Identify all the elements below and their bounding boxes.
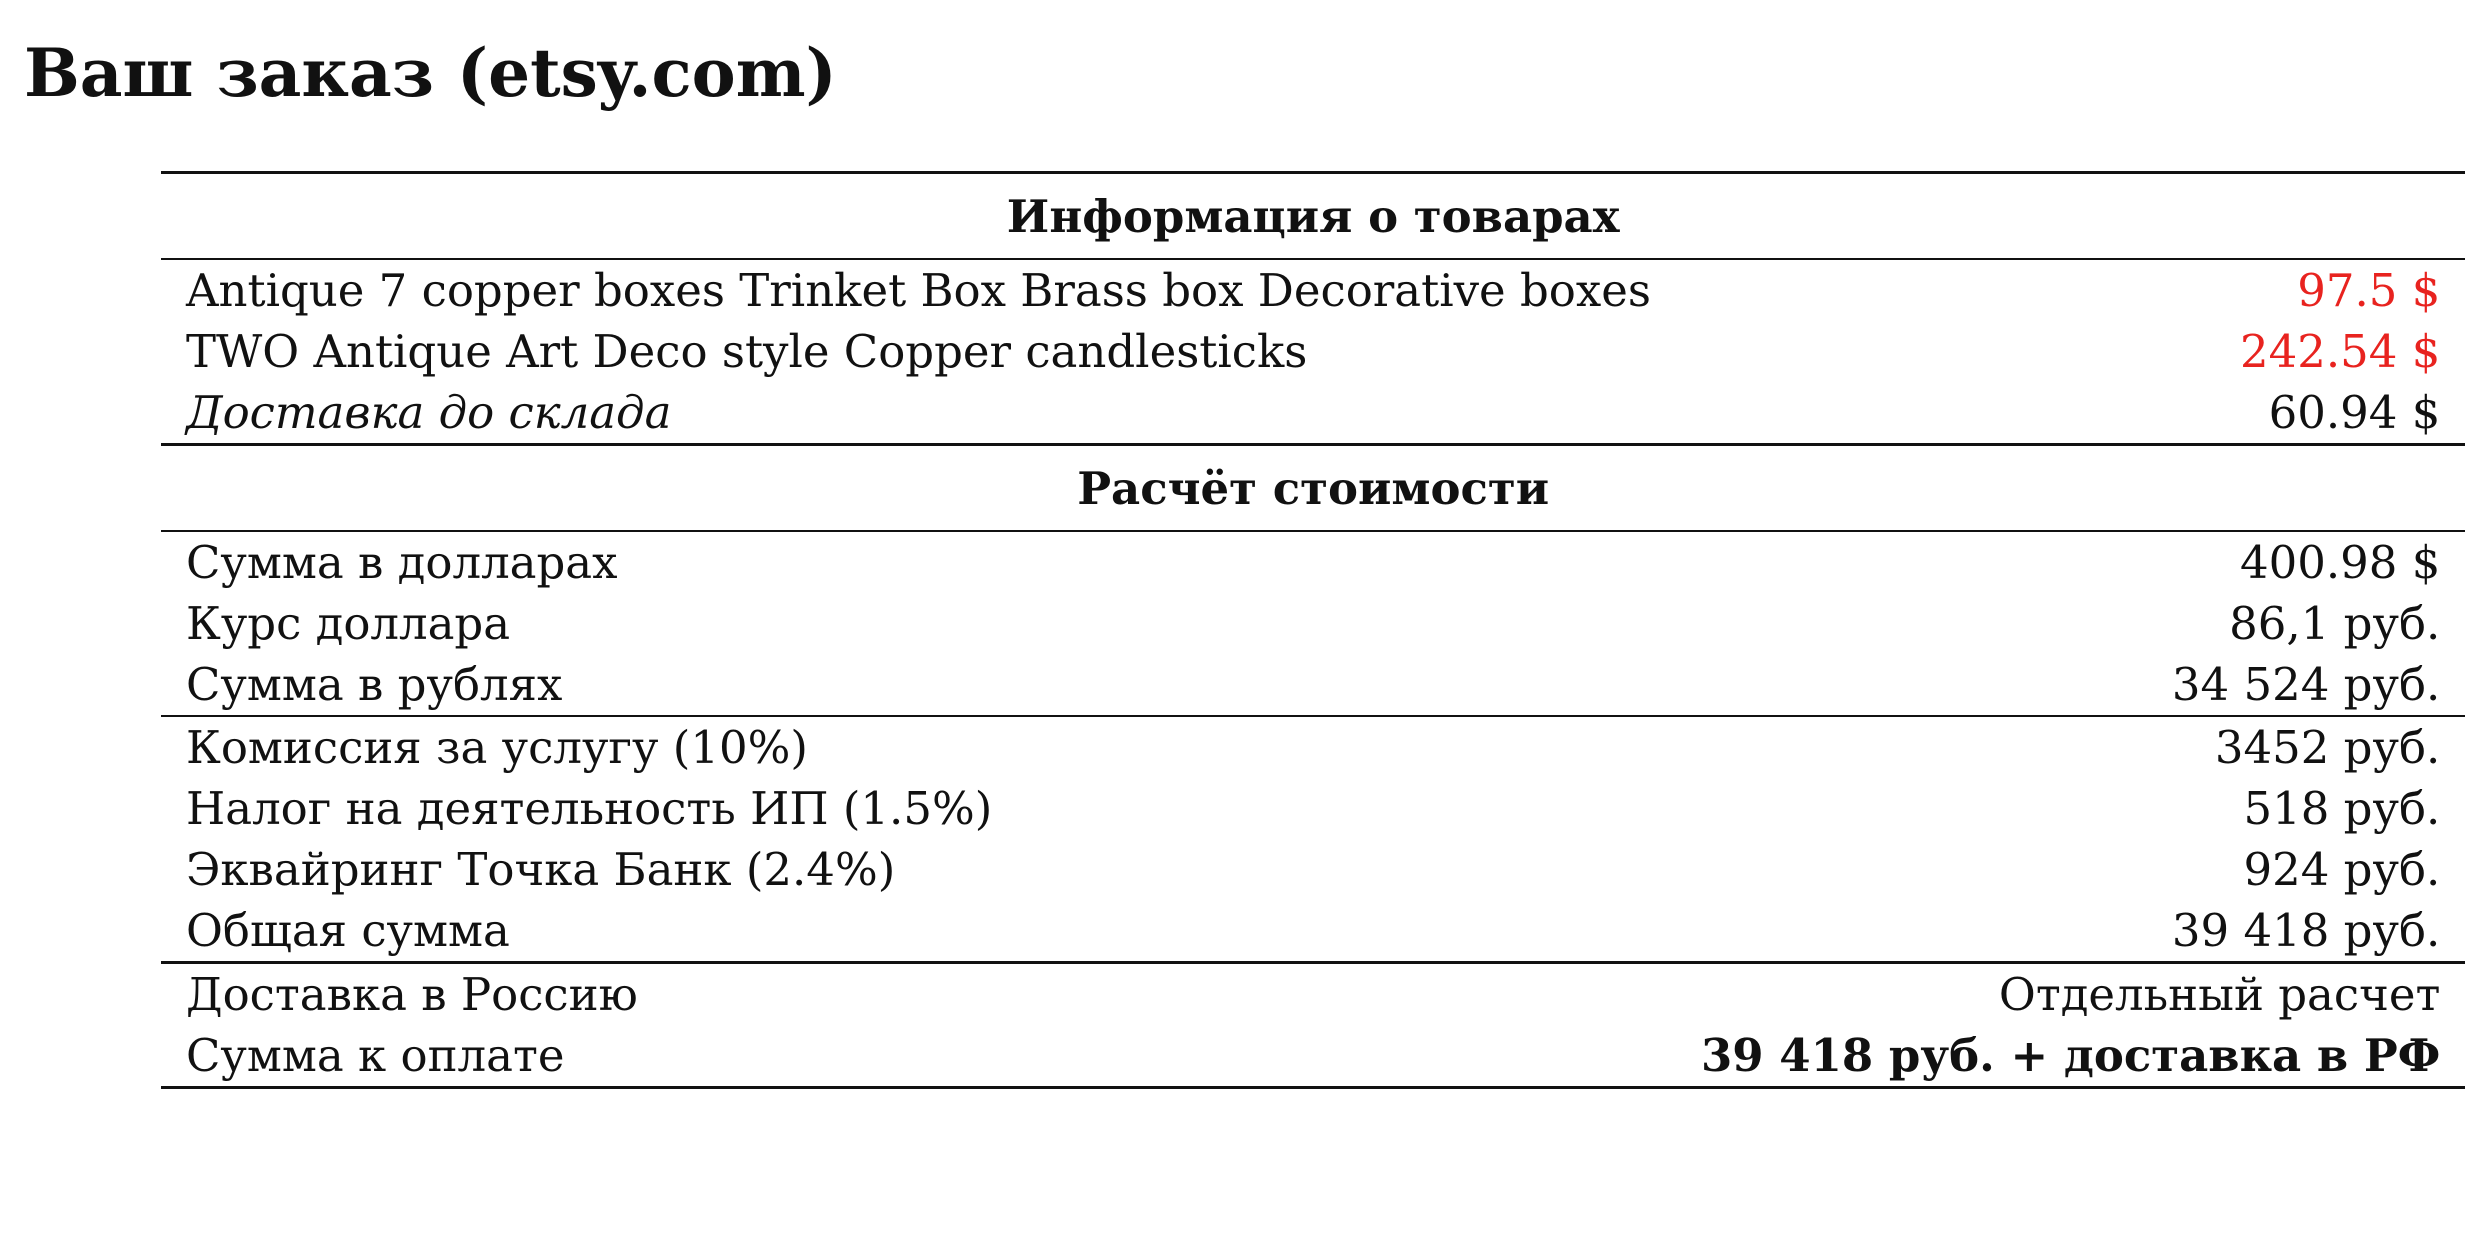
goods-heading-row <box>161 173 2465 260</box>
goods-heading: Информация о товарах <box>1006 189 1620 243</box>
service-fee-label: Комиссия за услугу (10%) <box>186 721 808 774</box>
acquiring-value: 924 руб. <box>2243 843 2441 896</box>
exchange-rate-value: 86,1 руб. <box>2229 597 2441 650</box>
acquiring-row <box>161 839 2465 900</box>
grand-sum-row <box>161 900 2465 963</box>
service-fee-value: 3452 руб. <box>2214 721 2441 774</box>
service-fee-row <box>161 716 2465 778</box>
usd-sum-row <box>161 531 2465 593</box>
warehouse-shipping-value: 60.94 $ <box>2268 386 2441 439</box>
goods-item-price: 242.54 $ <box>2239 325 2441 378</box>
goods-item-name: TWO Antique Art Deco style Copper candlesticks <box>186 325 1308 378</box>
acquiring-label: Эквайринг Точка Банк (2.4%) <box>186 843 896 896</box>
goods-item-name: Antique 7 copper boxes Trinket Box Brass box Decorative boxes <box>186 264 1651 317</box>
usd-sum-value: 400.98 $ <box>2239 536 2441 589</box>
grand-sum-value: 39 418 руб. <box>2171 904 2441 957</box>
rub-sum-label: Сумма в рублях <box>186 658 563 711</box>
goods-item-price: 97.5 $ <box>2297 264 2441 317</box>
goods-item-row <box>161 321 2465 382</box>
russia-delivery-row <box>161 963 2465 1026</box>
exchange-rate-label: Курс доллара <box>186 597 511 650</box>
calc-heading: Расчёт стоимости <box>1077 461 1550 515</box>
tax-value: 518 руб. <box>2243 782 2441 835</box>
tax-row <box>161 778 2465 839</box>
amount-due-label: Сумма к оплате <box>186 1029 565 1082</box>
russia-delivery-label: Доставка в Россию <box>186 968 638 1021</box>
page-title: Ваш заказ (etsy.com) <box>24 34 837 112</box>
grand-sum-label: Общая сумма <box>186 904 510 957</box>
warehouse-shipping-row <box>161 382 2465 445</box>
goods-item-row <box>161 259 2465 321</box>
calc-heading-row <box>161 445 2465 532</box>
usd-sum-label: Сумма в долларах <box>186 536 618 589</box>
amount-due-value: 39 418 руб. + доставка в РФ <box>1700 1029 2441 1082</box>
rub-sum-value: 34 524 руб. <box>2171 658 2441 711</box>
rub-sum-row <box>161 654 2465 716</box>
amount-due-row <box>161 1025 2465 1088</box>
warehouse-shipping-label: Доставка до склада <box>186 386 672 439</box>
tax-label: Налог на деятельность ИП (1.5%) <box>186 782 993 835</box>
order-summary-table <box>161 171 2465 1089</box>
russia-delivery-value: Отдельный расчет <box>1998 968 2441 1021</box>
exchange-rate-row <box>161 593 2465 654</box>
